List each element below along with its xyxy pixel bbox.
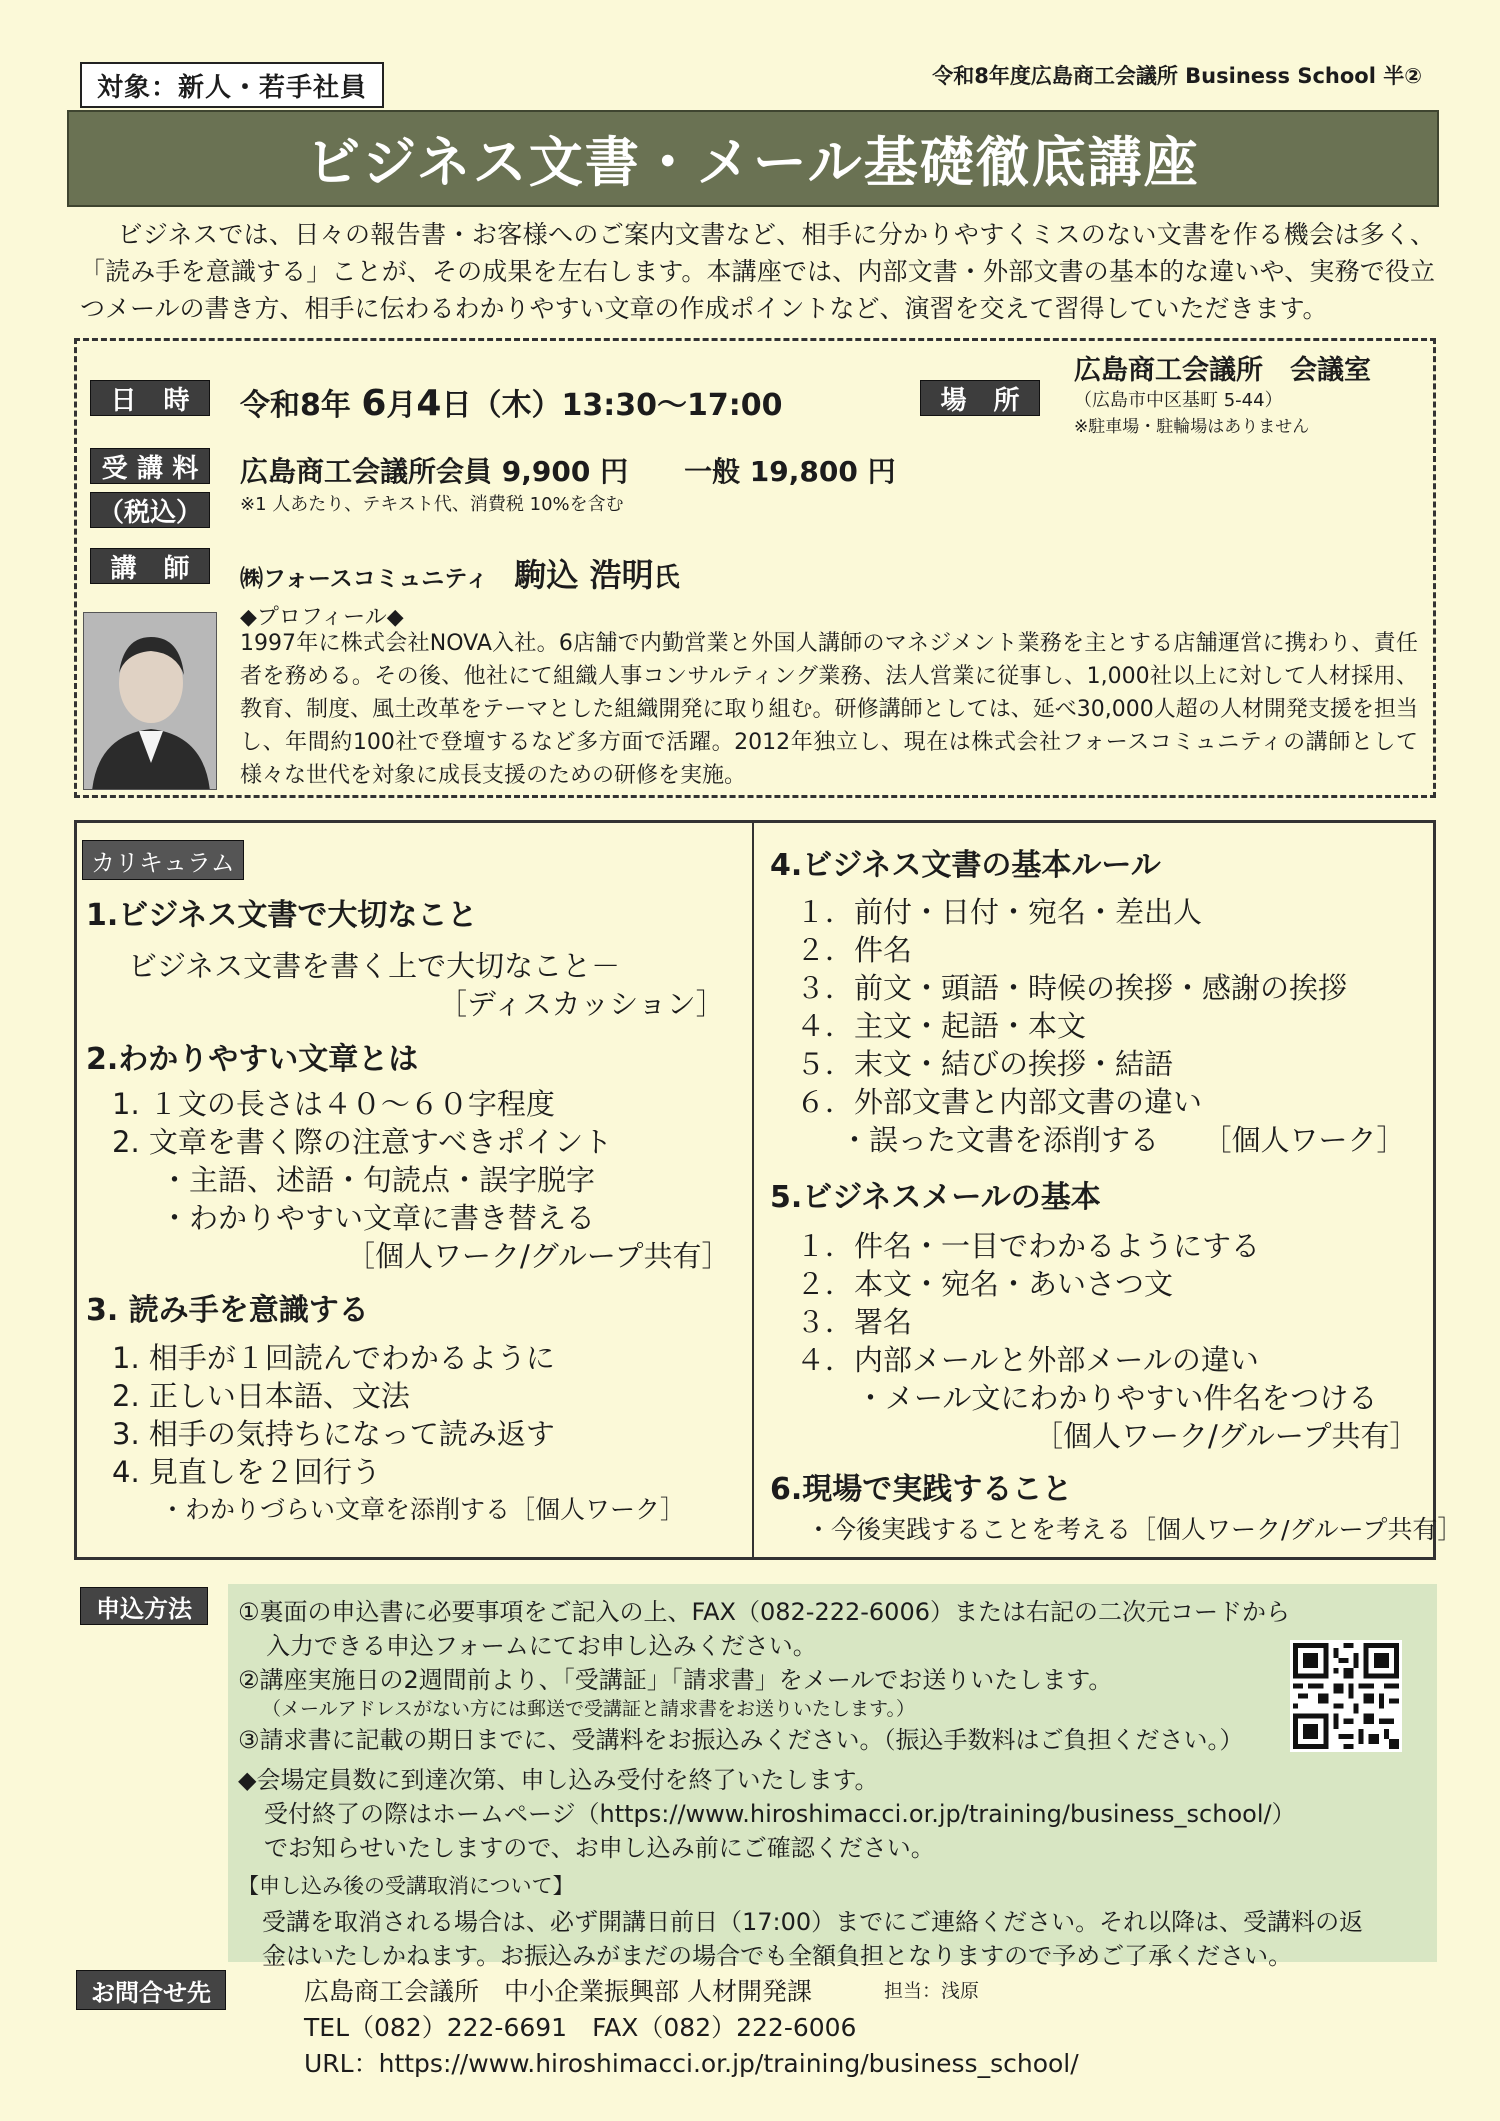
profile-heading: ◆プロフィール◆ — [240, 605, 404, 630]
application-line: ②講座実施日の2週間前より、「受講証」「請求書」をメールでお送りいたします。 — [238, 1666, 1113, 1694]
datetime-value: 令和8年 6月4日（木）13:30～17:00 — [240, 383, 783, 424]
application-line: ③請求書に記載の期日までに、受講料をお振込みください。（振込手数料はご負担ください。） — [238, 1726, 1244, 1754]
curriculum-item: 4. 見直しを２回行う — [112, 1455, 381, 1489]
contact-url[interactable]: URL：https://www.hiroshimacci.or.jp/training/business_school/ — [304, 2049, 1079, 2078]
intro-text: ビジネスでは、日々の報告書・お客様へのご案内文書など、相手に分かりやすくミスのない文書を作る機会は多く、「読み手を意識する」ことが、その成果を左右します。本講座では、内部文書・外部文書の基本的な違いや、実務で役立つメールの書き方、相手に伝わるわかりやすい文章の作成ポイントなど、演習を交えて習得していただきます。 — [80, 220, 1435, 323]
curriculum-section: 3. 読み手を意識する — [86, 1293, 369, 1328]
curriculum-item: 3. 相手の気持ちになって読み返す — [112, 1417, 555, 1451]
curriculum-item: ・今後実践することを考える［個人ワーク/グループ共有］ — [806, 1515, 1463, 1544]
curriculum-item: ２．本文・宛名・あいさつ文 — [796, 1267, 1174, 1301]
curriculum-item: ビジネス文書を書く上で大切なこと－ — [128, 949, 621, 983]
instructor-name: ㈱フォースコミュニティ 駒込 浩明氏 — [240, 556, 680, 594]
curriculum-item: 2. 正しい日本語、文法 — [112, 1379, 410, 1413]
fee-value: 広島商工会議所会員 9,900 円 一般 19,800 円 — [240, 455, 896, 488]
qr-code[interactable] — [1290, 1640, 1402, 1752]
curriculum-item: ４．内部メールと外部メールの違い — [796, 1343, 1259, 1377]
curriculum-item: ・主語、述語・句読点・誤字脱字 — [160, 1163, 596, 1197]
datetime-label: 日 時 — [90, 380, 210, 416]
curriculum-item: 1. １文の長さは４０～６０字程度 — [112, 1087, 555, 1121]
curriculum-item: ・メール文にわかりやすい件名をつける — [856, 1381, 1378, 1415]
curriculum-item: ・誤った文書を添削する ［個人ワーク］ — [840, 1123, 1406, 1157]
curriculum-item: ・わかりやすい文章に書き替える — [160, 1201, 596, 1235]
curriculum-item: 1. 相手が１回読んでわかるように — [112, 1341, 555, 1375]
curriculum-item: ５．末文・結びの挨拶・結語 — [796, 1047, 1174, 1081]
curriculum-item: ２．件名 — [796, 933, 913, 967]
fee-label: 受 講 料 — [90, 448, 210, 484]
curriculum-item: １．件名・一目でわかるようにする — [796, 1229, 1261, 1263]
curriculum-section: 6.現場で実践すること — [770, 1472, 1073, 1507]
venue-address: （広島市中区基町 5-44） — [1074, 390, 1283, 411]
curriculum-item: １．前付・日付・宛名・差出人 — [796, 895, 1203, 929]
target-audience-box: 対象：新人・若手社員 — [80, 62, 384, 108]
application-line: 【申し込み後の受講取消について】 — [238, 1874, 574, 1898]
curriculum-item: ３．署名 — [796, 1305, 913, 1339]
series-label: 令和8年度広島商工会議所 Business School 半② — [932, 64, 1422, 88]
course-title: ビジネス文書・メール基礎徹底講座 — [67, 110, 1439, 207]
curriculum-item: ［個人ワーク/グループ共有］ — [346, 1239, 731, 1273]
profile-text: 1997年に株式会社NOVA入社。6店舗で内勤営業と外国人講師のマネジメント業務を主とする店舗運営に携わり、責任者を務める。その後、他社にて組織人事コンサルティング業務、法人営業に従事し、1,000社以上に対して人材採用、教育、制度、風土改革をテーマとした組織開発に取り組む。研修講師としては、延べ30,000人超の人材開発支援を担当し、年間約100社で登壇するなど多方面で活躍。2012年独立し、現在は株式会社フォースコミュニティの講師として様々な世代を対象に成長支援のための研修を実施。 — [240, 631, 1418, 788]
application-line: 受講を取消される場合は、必ず開講日前日（17:00）までにご連絡ください。それ以降は、受講料の返 — [262, 1908, 1364, 1936]
application-line: （メールアドレスがない方には郵送で受講証と請求書をお送りいたします。） — [262, 1698, 916, 1720]
curriculum-item: ［ディスカッション］ — [438, 987, 725, 1021]
application-line: 受付終了の際はホームページ（https://www.hiroshimacci.or.jp/training/business_school/） — [264, 1800, 1296, 1828]
venue-name: 広島商工会議所 会議室 — [1074, 355, 1371, 386]
application-line: ①裏面の申込書に必要事項をご記入の上、FAX（082-222-6006）または右記の二次元コードから — [238, 1598, 1290, 1626]
application-line: 金はいたしかねます。お振込みがまだの場合でも全額負担となりますので予めご了承ください。 — [262, 1942, 1293, 1970]
contact-tel-fax: TEL（082）222-6691 FAX（082）222-6006 — [304, 2013, 857, 2042]
fee-note: ※1 人あたり、テキスト代、消費税 10%を含む — [240, 494, 624, 515]
contact-person: 担当：浅原 — [884, 1980, 980, 2002]
instructor-photo — [83, 612, 217, 790]
curriculum-section: 1.ビジネス文書で大切なこと — [86, 898, 478, 933]
application-line: 入力できる申込フォームにてお申し込みください。 — [266, 1632, 817, 1660]
curriculum-item: ［個人ワーク/グループ共有］ — [1034, 1419, 1419, 1453]
curriculum-section: 4.ビジネス文書の基本ルール — [770, 848, 1161, 883]
venue-label: 場 所 — [920, 380, 1040, 416]
instructor-label: 講 師 — [90, 548, 210, 584]
curriculum-item: ・わかりづらい文章を添削する［個人ワーク］ — [160, 1495, 686, 1524]
curriculum-section: 2.わかりやすい文章とは — [86, 1042, 419, 1077]
curriculum-section: 5.ビジネスメールの基本 — [770, 1180, 1101, 1215]
venue-note: ※駐車場・駐輪場はありません — [1074, 417, 1310, 437]
curriculum-item: ４．主文・起語・本文 — [796, 1009, 1087, 1043]
fee-tax-label: （税込） — [90, 492, 210, 528]
curriculum-item: ６．外部文書と内部文書の違い — [796, 1085, 1203, 1119]
contact-label: お問合せ先 — [76, 1970, 226, 2010]
curriculum-item: ３．前文・頭語・時候の挨拶・感謝の挨拶 — [796, 971, 1348, 1005]
curriculum-divider — [752, 823, 754, 1557]
curriculum-label: カリキュラム — [82, 840, 244, 880]
curriculum-item: 2. 文章を書く際の注意すべきポイント — [112, 1125, 613, 1159]
application-line: ◆会場定員数に到達次第、申し込み受付を終了いたします。 — [238, 1766, 879, 1794]
application-label: 申込方法 — [80, 1587, 208, 1625]
contact-org: 広島商工会議所 中小企業振興部 人材開発課 — [304, 1977, 812, 2006]
application-line: でお知らせいたしますので、お申し込み前にご確認ください。 — [264, 1834, 935, 1862]
